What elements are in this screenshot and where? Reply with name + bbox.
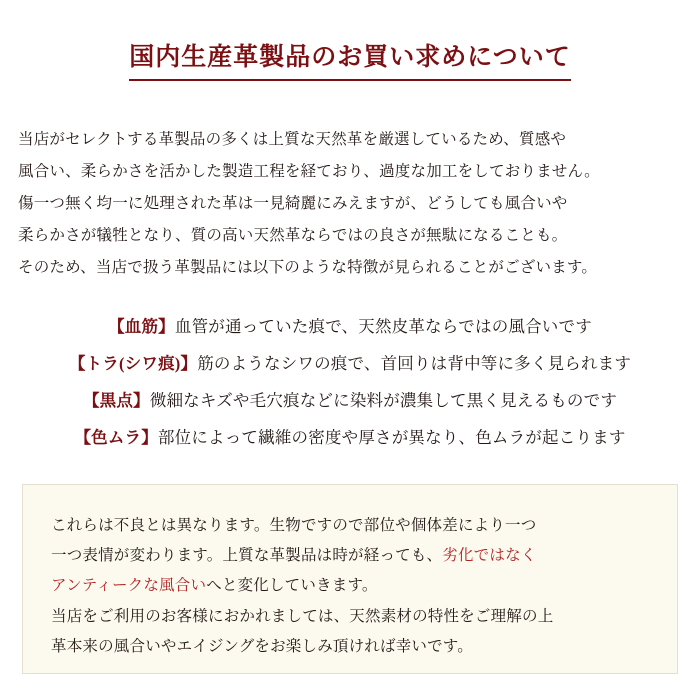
intro-paragraph [18,124,682,284]
feature-term: 【血筋】 [108,316,175,336]
note-highlight-degradation: 劣化ではなく [442,547,537,565]
intro-line-4: 柔らかさが犠牲となり、質の高い天然革ならではの良さが無駄になることも。 [18,226,568,244]
note-line-4: 当店をご利用のお客様におかれましては、天然素材の特性をご理解の上 [51,607,554,625]
page-title: 国内生産革製品のお買い求めについて [129,43,571,81]
note-line-2-text: 一つ表情が変わります。上質な革製品は時が経っても、 [51,547,443,565]
note-highlight-antique: アンティークな風合い [51,577,207,595]
feature-description: 部位によって繊維の密度や厚さが異なり、色ムラが起こります [157,428,626,448]
note-line-5: 革本来の風合いやエイジングをお楽しみ頂ければ幸いです。 [51,637,473,655]
feature-description: 筋のようなシワの痕で、首回りは背中等に多く見られます [197,354,632,374]
feature-item-chisuji [14,308,686,345]
note-line-3 [51,571,649,601]
feature-item-iromura [14,419,686,456]
intro-line-2: 風合い、柔らかさを活かした製造工程を経ており、過度な加工をしておりません。 [18,162,600,180]
intro-line-5: そのため、当店で扱う革製品には以下のような特徴が見られることがございます。 [18,258,598,276]
title-block [0,0,700,98]
feature-term: 【黒点】 [82,391,150,411]
note-line-2 [51,541,649,571]
note-line-1: これらは不良とは異なります。生物ですので部位や個体差により一つ [51,517,537,534]
feature-list [0,308,700,457]
feature-item-kokuten [14,382,686,419]
feature-item-tora [14,345,686,382]
feature-term: 【色ムラ】 [74,428,158,448]
feature-description: 血管が通っていた痕で、天然皮革ならではの風合いです [174,316,592,336]
note-line-3-text: へと変化していきます。 [206,577,378,595]
feature-term: 【トラ(シワ痕)】 [68,354,198,374]
note-box [22,484,678,674]
intro-line-1: 当店がセレクトする革製品の多くは上質な天然革を厳選しているため、質感や [18,130,567,148]
feature-description: 微細なキズや毛穴痕などに染料が濃集して黒く見えるものです [149,391,618,411]
intro-line-3: 傷一つ無く均一に処理された革は一見綺麗にみえますが、どうしても風合いや [18,194,568,212]
